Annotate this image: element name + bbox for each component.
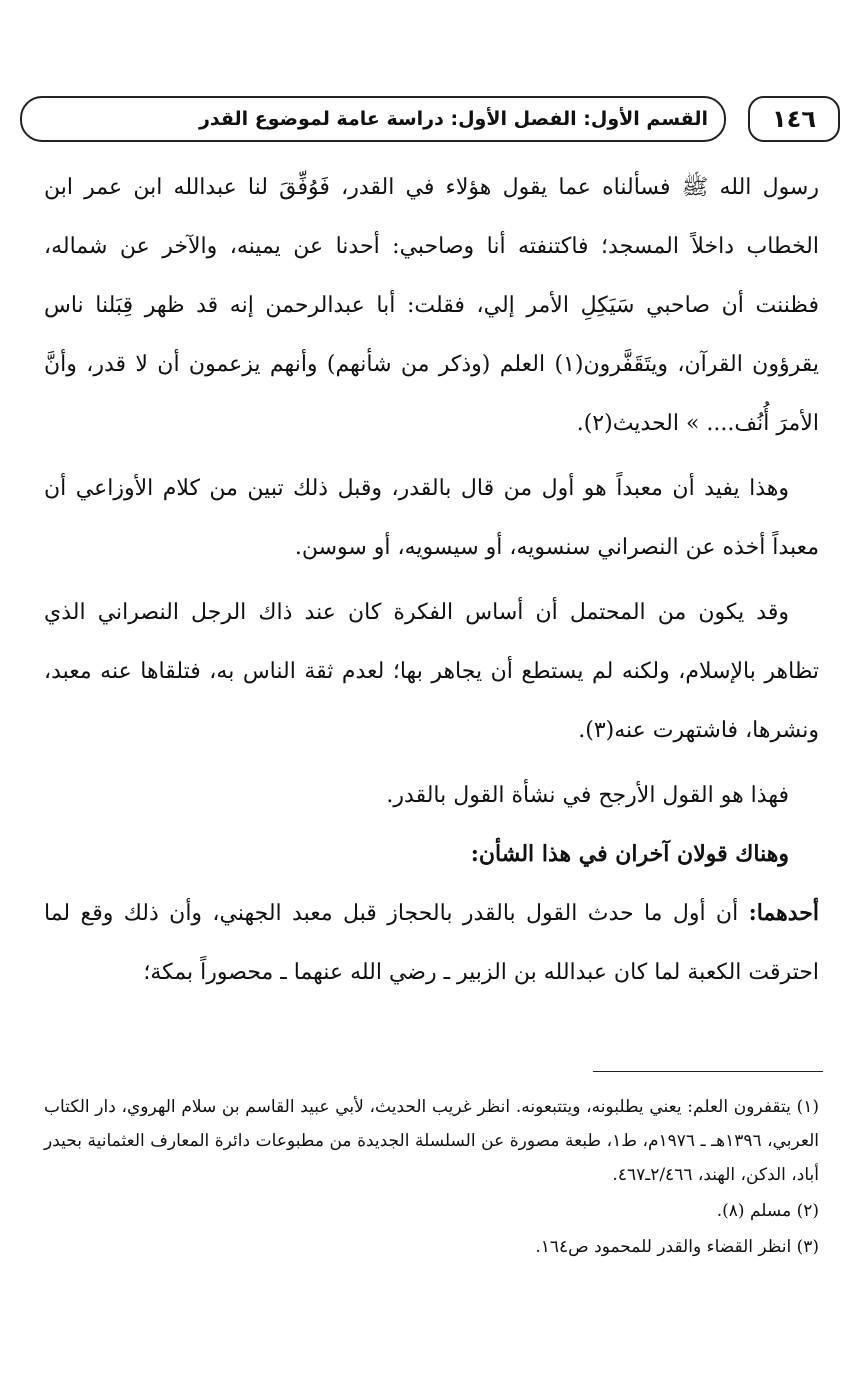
paragraph-3: وقد يكون من المحتمل أن أساس الفكرة كان عند ذاك الرجل النصراني الذي تظاهر بالإسلام، ولكنه لم يستطع أن يجاهر بها؛ لعدم ثقة الناس به، فتلقاها عنه معبد، ونشرها، فاشتهرت عنه(٣). — [44, 600, 819, 743]
paragraph-1: رسول الله ﷺ فسألناه عما يقول هؤلاء في القدر، فَوُفِّقَ لنا عبدالله ابن عمر ابن الخطاب داخلاً المسجد؛ فاكتنفته أنا وصاحبي: أحدنا عن يمينه، والآخر عن شماله، فظننت أن صاحبي سَيَكِلِ الأمر إلي، فقلت: أبا عبدالرحمن إنه قد ظهر قِبَلنا ناس يقرؤون القرآن، ويتَقَفَّرون(١) العلم (وذكر من شأنهم) وأنهم يزعمون أن لا قدر، وأنَّ الأمرَ أُنُف.... » الحديث(٢). — [44, 175, 819, 436]
paragraph-6 — [44, 884, 819, 1002]
footnotes — [44, 1090, 819, 1266]
paragraph-6-text: أن أول ما حدث القول بالقدر بالحجاز قبل معبد الجهني، وأن ذلك وقع لما احترقت الكعبة لما كان عبدالله بن الزبير ـ رضي الله عنهما ـ محصوراً بمكة؛ — [44, 901, 819, 985]
page-header — [20, 96, 840, 146]
main-text — [44, 158, 819, 1002]
paragraph-4: فهذا هو القول الأرجح في نشأة القول بالقدر. — [386, 783, 789, 808]
footnote-3: (٣) انظر القضاء والقدر للمحمود ص١٦٤. — [535, 1237, 819, 1257]
footnote-divider — [593, 1071, 823, 1072]
running-title-box — [20, 96, 726, 142]
footnote-1: (١) يتقفرون العلم: يعني يطلبونه، ويتتبعونه. انظر غريب الحديث، لأبي عبيد القاسم بن سلام الهروي، دار الكتاب العربي، ١٣٩٦هـ ـ ١٩٧٦م، ط١، طبعة مصورة عن السلسلة الجديدة من مطبوعات دائرة المعارف العثمانية بحيدر أباد، الدكن، الهند، ٢/٤٦٦ـ٤٦٧. — [44, 1097, 820, 1185]
running-title: القسم الأول: الفصل الأول: دراسة عامة لموضوع القدر — [198, 108, 708, 130]
section-heading: وهناك قولان آخران في هذا الشأن: — [470, 841, 789, 867]
paragraph-2: وهذا يفيد أن معبداً هو أول من قال بالقدر، وقبل ذلك تبين من كلام الأوزاعي أن معبداً أخذه عن النصراني سنسويه، أو سيسويه، أو سوسن. — [44, 476, 819, 560]
page-number: ١٤٦ — [772, 105, 816, 133]
page-number-box — [748, 96, 840, 142]
footnote-2: (٢) مسلم (٨). — [716, 1201, 819, 1221]
paragraph-6-lead: أحدهما: — [748, 900, 819, 926]
